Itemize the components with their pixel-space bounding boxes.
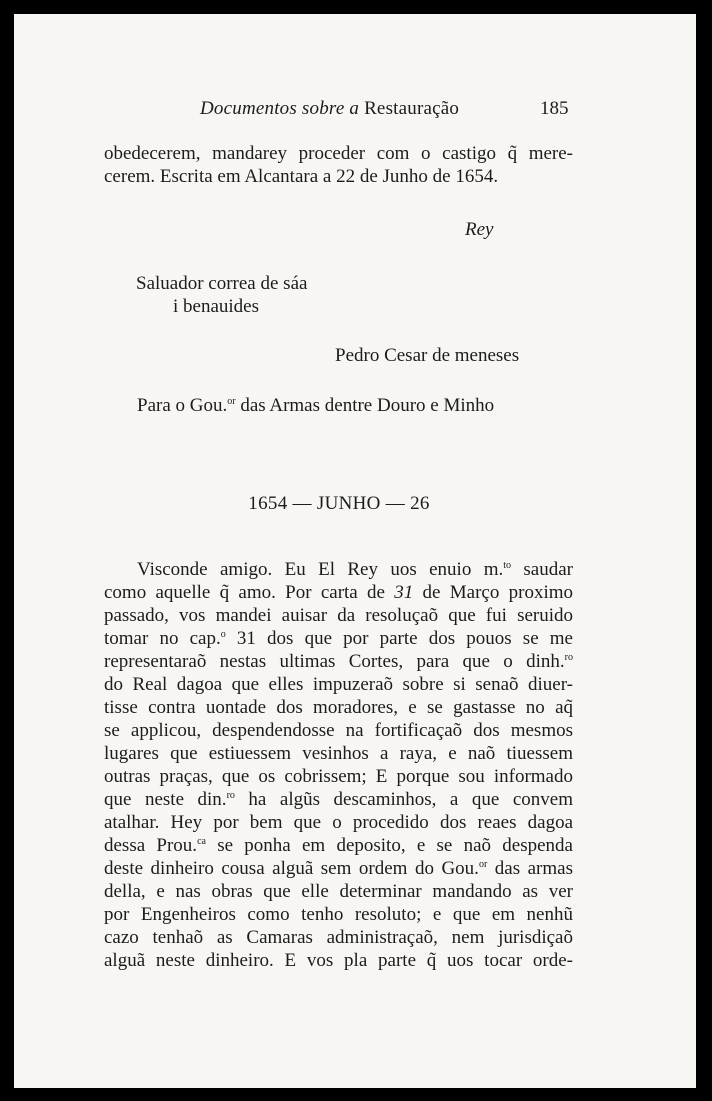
text-line: por Engenheiros como tenho resoluto; e que em nenhũ bbox=[104, 904, 573, 925]
text-line: obedecerem, mandarey proceder com o castigo q̃ mere- bbox=[104, 143, 573, 164]
text-line: tomar no cap.$^o$ 31 dos que por parte dos pouos se me bbox=[104, 628, 573, 649]
text-line: dessa Prou.$^{ca}$ se ponha em deposito, e se naõ despenda bbox=[104, 835, 573, 856]
text-line: cazo tenhaõ as Camaras administraçaõ, nem jurisdiçaõ bbox=[104, 927, 573, 948]
running-title-roman: Restauração bbox=[364, 98, 460, 119]
text-line: atalhar. Hey por bem que o procedido dos reaes dagoa bbox=[104, 812, 573, 833]
addressee-line: Para o Gou.$^{or}$ das Armas dentre Douro e Minho bbox=[137, 395, 495, 416]
book-page bbox=[14, 14, 696, 1088]
text-line: do Real dagoa que elles impuzeraõ sobre si senaõ diuer- bbox=[104, 674, 573, 695]
royal-signature: Rey bbox=[465, 219, 494, 240]
running-title bbox=[200, 98, 459, 120]
text-line: deste dinheiro cousa alguã sem ordem do Gou.$^{or}$ das armas bbox=[104, 858, 573, 879]
text-line: della, e nas obras que elle determinar mandando as ver bbox=[104, 881, 573, 902]
document-date-heading: 1654 — JUNHO — 26 bbox=[248, 493, 430, 514]
text-line: cerem. Escrita em Alcantara a 22 de Junho de 1654. bbox=[104, 166, 499, 187]
text-line: outras praças, que os cobrissem; E porque sou informado bbox=[104, 766, 573, 787]
text-line: Visconde amigo. Eu El Rey uos enuio m.$^{to}$ saudar bbox=[137, 559, 573, 580]
text-line: como aquelle q̃ amo. Por carta de 31 de Março proximo bbox=[104, 582, 574, 603]
text-line: que neste din.$^{ro}$ ha algũs descaminhos, a que convem bbox=[104, 789, 573, 810]
page-header bbox=[14, 98, 696, 122]
text-line: representaraõ nestas ultimas Cortes, para que o dinh.$^{ro}$ bbox=[104, 651, 573, 672]
text-line: lugares que estiuessem vesinhos a raya, e naõ tiuessem bbox=[104, 743, 573, 764]
text-line: se applicou, despendendosse na fortificaçaõ dos mesmos bbox=[104, 720, 573, 741]
secretary-name-line1: Saluador correa de sáa bbox=[136, 273, 308, 294]
secretary-name-line2: i benauides bbox=[173, 296, 260, 317]
text-line: passado, vos mandei auisar da resoluçaõ que fui seruido bbox=[104, 605, 573, 626]
text-line: alguã neste dinheiro. E vos pla parte q̃ uos tocar orde- bbox=[104, 950, 573, 971]
page-number: 185 bbox=[540, 98, 569, 119]
countersignature: Pedro Cesar de meneses bbox=[335, 345, 520, 366]
running-title-italic: Documentos sobre a bbox=[200, 98, 360, 119]
text-line: tisse contra uontade dos moradores, e se gastasse no aq̃ bbox=[104, 697, 573, 718]
